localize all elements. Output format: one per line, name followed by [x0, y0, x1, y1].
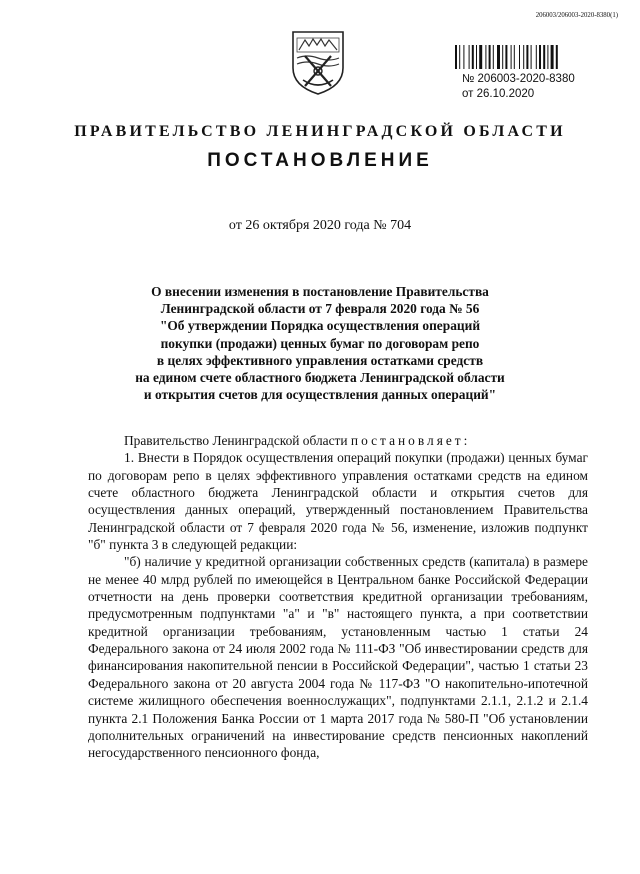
barcode-bar: [479, 45, 482, 69]
barcode-bar: [556, 45, 558, 69]
barcode-bar: [531, 45, 532, 69]
barcode-bar: [502, 45, 503, 69]
barcode-bar: [547, 45, 548, 69]
barcode-bar: [455, 45, 457, 69]
barcode-bar: [526, 45, 528, 69]
title-line: и открытия счетов для осуществления данных операций": [143, 387, 497, 403]
barcode-bar: [523, 45, 524, 69]
barcode-bar: [511, 45, 512, 69]
barcode: [455, 45, 605, 69]
decree-body: [88, 432, 588, 762]
barcode-bar: [472, 45, 474, 69]
barcode-bar: [505, 45, 507, 69]
intro-paragraph: [88, 432, 588, 449]
title-line: Ленинградской области от 7 февраля 2020 года № 56: [160, 301, 480, 317]
barcode-bar: [489, 45, 491, 69]
document-type: ПОСТАНОВЛЕНИЕ: [207, 150, 433, 171]
barcode-bar: [519, 45, 520, 69]
registration-date: от 26.10.2020: [462, 88, 535, 100]
barcode-bar: [485, 45, 486, 69]
barcode-bar: [543, 45, 545, 69]
intro-text: Правительство Ленинградской области: [124, 433, 351, 448]
barcode-bar: [459, 45, 460, 69]
title-line: на едином счете областного бюджета Ленинградской области: [135, 370, 505, 386]
decree-date-number: от 26 октября 2020 года № 704: [228, 218, 412, 233]
paragraph-2: "б) наличие у кредитной организации собственных средств (капитала) в размере не менее 40 млрд рублей по имеющейся в Центральном банке Российской Федерации отчетности на день проверки соответствия кредитной организации требованиям, предусмотренным подпунктами "а" и "в" настоящего пункта, а при соответствии кредитной организации требованиям, установленным частью 1 статьи 24 Федерального закона от 24 июля 2002 года № 111-ФЗ "Об инвестировании средств для финансирования накопительной пенсии в Российской Федерации", частью 1 статьи 23 Федерального закона от 20 августа 2004 года № 117-ФЗ "О накопительно-ипотечной системе жилищного обеспечения военнослужащих", подпунктами 2.1.1, 2.1.2 и 2.1.4 пункта 2.1 Положения Банка России от 1 марта 2017 года № 580-П "Об установлении дополнительных ограничений на инвестирование средств пенсионных накоплений негосударственного пенсионного фонда,: [88, 554, 588, 761]
barcode-bar: [539, 45, 541, 69]
barcode-bar: [469, 45, 470, 69]
barcode-bar: [476, 45, 477, 69]
issuing-authority: ПРАВИТЕЛЬСТВО ЛЕНИНГРАДСКОЙ ОБЛАСТИ: [74, 123, 566, 140]
barcode-bar: [493, 45, 494, 69]
barcode-bar: [536, 45, 537, 69]
coat-of-arms-emblem: [283, 28, 353, 96]
paragraph-1: 1. Внести в Порядок осуществления операций покупки (продажи) ценных бумаг по договорам репо в целях эффективного управления остатками средств на едином счете областного бюджета Ленинградской области и открытия счетов для осуществления данных операций, утвержденный постановлением Правительства Ленинградской области от 7 февраля 2020 года № 56, изменение, изложив подпункт "б" пункта 3 в следующей редакции:: [88, 450, 588, 553]
title-line: покупки (продажи) ценных бумаг по договорам репо: [160, 335, 480, 351]
title-line: "Об утверждении Порядка осуществления операций: [159, 318, 481, 334]
barcode-bar: [463, 45, 464, 69]
title-line: в целях эффективного управления остатками средств: [156, 352, 484, 368]
intro-verb: постановляет:: [350, 433, 471, 448]
barcode-bar: [551, 45, 554, 69]
barcode-bar: [514, 45, 515, 69]
decree-title: [90, 283, 550, 403]
barcode-bar: [497, 45, 500, 69]
title-line: О внесении изменения в постановление Правительства: [151, 284, 489, 299]
registration-number: № 206003-2020-8380: [462, 73, 575, 85]
document-id: 206003/206003-2020-8380(1): [535, 12, 618, 19]
